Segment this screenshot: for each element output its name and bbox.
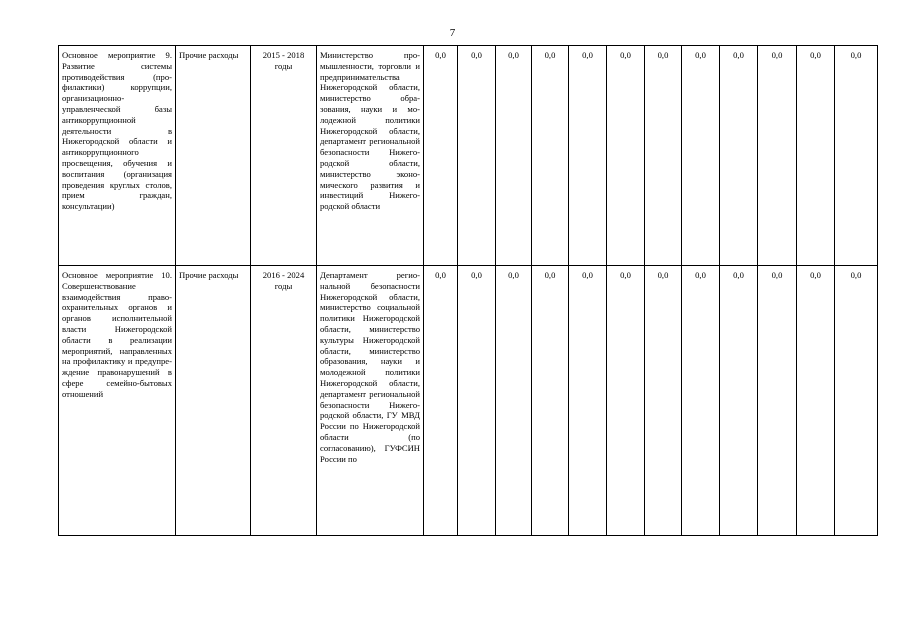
value-cell: 0,0 bbox=[682, 46, 720, 266]
value-cell: 0,0 bbox=[532, 46, 569, 266]
value-cell: 0,0 bbox=[645, 266, 682, 536]
table-row bbox=[59, 266, 878, 536]
value-cell: 0,0 bbox=[424, 46, 458, 266]
value-cell: 0,0 bbox=[458, 266, 496, 536]
responsible-cell: Министерство промышленности, торговли и предпринимательства Нижегородской области, министерство образования, науки и молодежной политики Нижегородской области, департамент региональной безопасности Нижегородской области, министерство экономического развития и инвестиций Нижегородской области bbox=[317, 46, 424, 266]
measures-table bbox=[58, 45, 878, 536]
value-cell: 0,0 bbox=[720, 266, 758, 536]
measure-name-cell: Основное мероприятие 9. Развитие системы противодействия (профилактики) коррупции, организационно-управленческой базы антикоррупционной деятельности в Нижегородской области и антикоррупционного просвещения, обучения и воспитания (организация проведения круглых столов, прием граждан, консультации) bbox=[59, 46, 176, 266]
page-number: 7 bbox=[449, 27, 456, 39]
responsible-cell: Департамент региональной безопасности Нижегородской области, министерство социальной политики Нижегородской области, министерство культуры Нижегородской области, министерство образования, науки и молодежной политики Нижегородской области, департамент региональной безопасности Нижегородской области, ГУ МВД России по Нижегородской области (по согласованию), ГУФСИН России по bbox=[317, 266, 424, 536]
funding-source-cell: Прочие расходы bbox=[176, 266, 251, 536]
value-cell: 0,0 bbox=[532, 266, 569, 536]
value-cell: 0,0 bbox=[758, 266, 797, 536]
value-cell: 0,0 bbox=[645, 46, 682, 266]
value-cell: 0,0 bbox=[569, 266, 607, 536]
value-cell: 0,0 bbox=[835, 266, 878, 536]
value-cell: 0,0 bbox=[682, 266, 720, 536]
value-cell: 0,0 bbox=[496, 266, 532, 536]
period-cell: 2015 - 2018 годы bbox=[251, 46, 317, 266]
period-cell: 2016 - 2024 годы bbox=[251, 266, 317, 536]
value-cell: 0,0 bbox=[835, 46, 878, 266]
funding-source-cell: Прочие расходы bbox=[176, 46, 251, 266]
table-row bbox=[59, 46, 878, 266]
value-cell: 0,0 bbox=[496, 46, 532, 266]
value-cell: 0,0 bbox=[458, 46, 496, 266]
value-cell: 0,0 bbox=[797, 266, 835, 536]
value-cell: 0,0 bbox=[720, 46, 758, 266]
value-cell: 0,0 bbox=[424, 266, 458, 536]
value-cell: 0,0 bbox=[607, 46, 645, 266]
value-cell: 0,0 bbox=[569, 46, 607, 266]
value-cell: 0,0 bbox=[607, 266, 645, 536]
value-cell: 0,0 bbox=[758, 46, 797, 266]
value-cell: 0,0 bbox=[797, 46, 835, 266]
measure-name-cell: Основное мероприятие 10. Совершенствование взаимодействия правоохранительных органов и органов исполнительной власти Нижегородской области в реализации мероприятий, направленных на профилактику и предупреждение правонарушений в сфере семейно-бытовых отношений bbox=[59, 266, 176, 536]
